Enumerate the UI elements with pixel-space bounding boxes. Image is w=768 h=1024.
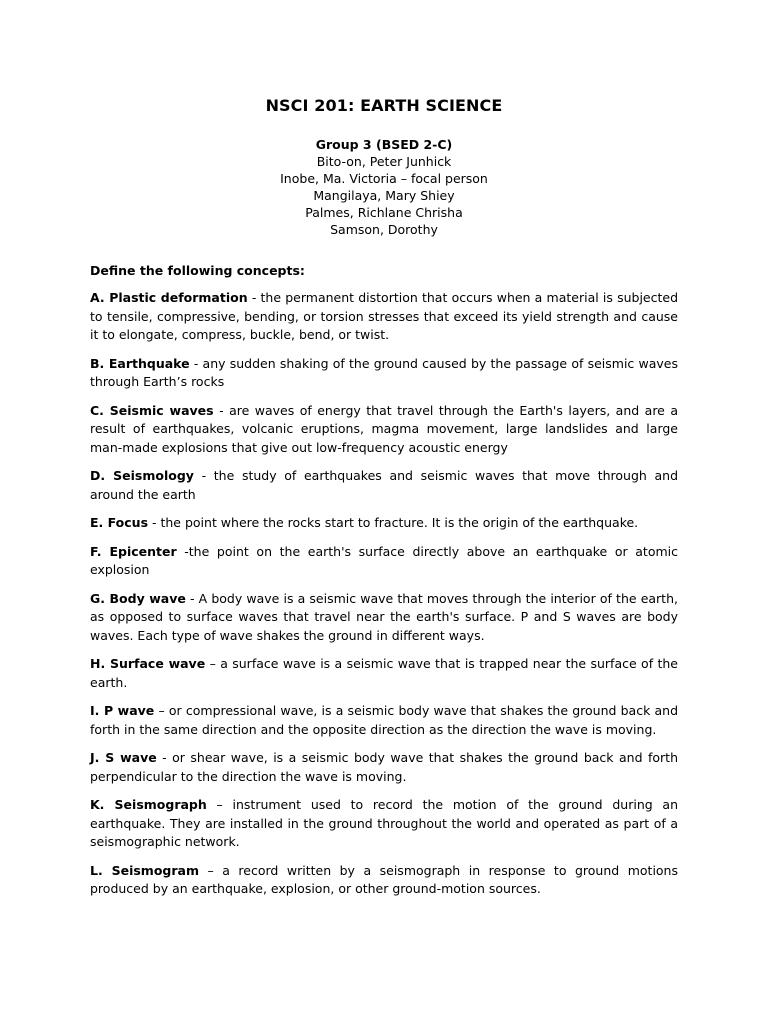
definition-text: - are waves of energy that travel through the Earth's layers, and are a result of earthquakes, volcanic eruptions, magma movement, large landslides and large man-made explosions that give out low-frequency acoustic energy	[90, 402, 679, 455]
definition-term: A. Plastic deformation	[90, 290, 248, 305]
definition-item	[90, 467, 678, 504]
definition-text: -the point on the earth's surface directly above an earthquake or atomic explosion	[90, 543, 678, 577]
group-member: Bito-on, Peter Junhick	[316, 154, 452, 169]
definition-text: - A body wave is a seismic wave that moves through the interior of the earth, as opposed to surface waves that travel near the earth's surface. P and S waves are body waves. Each type of wave shakes the ground in different ways.	[90, 590, 678, 643]
definition-term: L. Seismogram	[90, 862, 199, 878]
definition-text: - any sudden shaking of the ground caused by the passage of seismic waves through Earth’s rocks	[90, 355, 678, 389]
definition-term: I. P wave	[90, 703, 155, 718]
definition-item	[90, 862, 678, 899]
definition-text: – a record written by a seismograph in response to ground motions produced by an earthquake, explosion, or other ground-motion sources.	[90, 862, 678, 896]
definition-term: E. Focus	[90, 515, 149, 530]
definition-item	[90, 402, 678, 458]
definition-item	[90, 514, 678, 533]
definition-term: J. S wave	[90, 750, 157, 765]
definition-text: – a surface wave is a seismic wave that is trapped near the surface of the earth.	[90, 656, 679, 690]
section-heading: Define the following concepts:	[90, 263, 305, 278]
definition-term: C. Seismic waves	[90, 402, 214, 418]
group-heading: Group 3 (BSED 2-C)	[315, 137, 453, 152]
definition-item	[90, 749, 678, 786]
definition-text: - the study of earthquakes and seismic waves that move through and around the earth	[90, 468, 679, 502]
group-member: Mangilaya, Mary Shiey	[313, 188, 455, 203]
definition-text: - the permanent distortion that occurs when a material is subjected to tensile, compressive, bending, or torsion stresses that exceed its yield strength and cause it to elongate, compress, buckle, bend, or twist.	[90, 290, 679, 342]
group-info	[90, 136, 678, 238]
definition-term: H. Surface wave	[90, 656, 206, 671]
definition-term: G. Body wave	[90, 590, 186, 606]
group-member: Samson, Dorothy	[330, 222, 438, 237]
definition-term: F. Epicenter	[90, 543, 177, 559]
definition-text: - or shear wave, is a seismic body wave that shakes the ground back and forth perpendicular to the direction the wave is moving.	[90, 750, 678, 784]
definition-term: D. Seismology	[90, 468, 194, 483]
definition-term: B. Earthquake	[90, 355, 190, 371]
document-title: NSCI 201: EARTH SCIENCE	[265, 96, 503, 115]
definition-text: – or compressional wave, is a seismic body wave that shakes the ground back and forth in the same direction and the opposite direction as the direction the wave is moving.	[90, 703, 679, 737]
definition-item	[90, 355, 678, 392]
definitions-list	[90, 289, 678, 899]
definition-item	[90, 796, 678, 852]
definition-item	[90, 590, 678, 646]
group-member: Palmes, Richlane Chrisha	[305, 205, 463, 220]
definition-term: K. Seismograph	[90, 797, 207, 812]
definition-item	[90, 655, 678, 692]
definition-item	[90, 543, 678, 580]
definition-text: – instrument used to record the motion of the ground during an earthquake. They are installed in the ground throughout the world and operated as part of a seismographic network.	[90, 797, 679, 849]
group-member: Inobe, Ma. Victoria – focal person	[280, 171, 488, 186]
definition-item	[90, 702, 678, 739]
definition-item	[90, 289, 678, 345]
definition-text: - the point where the rocks start to fracture. It is the origin of the earthquake.	[148, 515, 639, 530]
